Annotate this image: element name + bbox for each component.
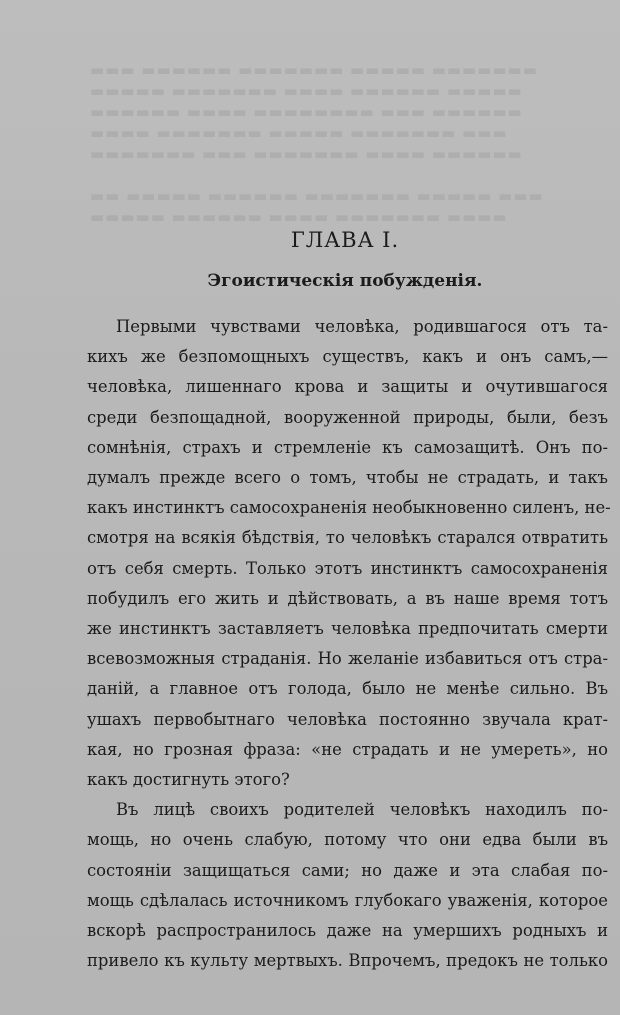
text-line: человѣка, лишеннаго крова и защиты и очутившагося (87, 377, 608, 397)
text-line: Первыми чувствами человѣка, родившагося отъ та- (116, 317, 608, 336)
section-heading: Эгоистическія побужденія. (207, 271, 483, 291)
text-line: мощь сдѣлалась источникомъ глубокаго уваженія, которое (87, 890, 608, 910)
body-text (87, 312, 611, 976)
text-line: кихъ же безпомощныхъ существъ, какъ и онъ самъ,— (87, 347, 608, 367)
text-line: отъ себя смерть. Только этотъ инстинктъ самосохраненія (87, 558, 608, 578)
text-line: какъ достигнуть этого? (87, 770, 290, 790)
text-line: Въ лицѣ своихъ родителей человѣкъ находилъ по- (116, 800, 608, 820)
text-line: привело къ культу мертвыхъ. Впрочемъ, предокъ не только (87, 951, 608, 971)
text-line: же инстинктъ заставляетъ человѣка предпочитать смерти (87, 619, 608, 639)
text-line: мощь, но очень слабую, потому что они едва были въ (87, 830, 608, 850)
text-line: кая, но грозная фраза: «не страдать и не умереть», но (87, 739, 608, 759)
text-line: какъ инстинктъ самосохраненія необыкновенно силенъ, не- (87, 498, 611, 518)
text-line: думалъ прежде всего о томъ, чтобы не страдать, и такъ (87, 468, 608, 488)
text-line: смотря на всякія бѣдствія, то человѣкъ старался отвратить (87, 528, 608, 548)
text-line: среди безпощадной, вооруженной природы, были, безъ (87, 407, 608, 427)
text-line: сомнѣнія, страхъ и стремленіе къ самозащитѣ. Онъ по- (87, 437, 608, 457)
text-line: вскорѣ распространилось даже на умершихъ родныхъ и (87, 921, 608, 941)
text-line: даній, а главное отъ голода, было не менѣе сильно. Въ (87, 679, 608, 699)
chapter-heading: ГЛАВА I. (290, 228, 400, 252)
text-line: всевозможныя страданія. Но желаніе избавиться отъ стра- (87, 649, 608, 669)
text-line: ушахъ первобытнаго человѣка постоянно звучала крат- (87, 709, 608, 729)
text-line: состояніи защищаться сами; но даже и эта слабая по- (87, 860, 608, 880)
text-line: побудилъ его жить и дѣйствовать, а въ наше время тотъ (87, 588, 608, 608)
bleed-through-texture: ▬▬▬ ▬▬▬▬▬▬ ▬▬▬▬▬▬▬ ▬▬▬▬▬ ▬▬▬▬▬▬▬ ▬▬▬▬▬ ▬▬▬▬▬▬▬ ▬▬▬▬ ▬▬▬▬▬▬ ▬▬▬▬▬ ▬▬▬▬▬▬ ▬▬▬▬ ▬▬▬▬▬▬▬▬ ▬▬▬ ▬▬▬▬▬▬ ▬▬▬▬ ▬▬▬▬▬▬▬ ▬▬▬▬▬ ▬▬▬▬▬▬▬ ▬▬▬ ▬▬▬▬▬▬▬ ▬▬▬ ▬▬▬▬▬▬▬ ▬▬▬▬ ▬▬▬▬▬▬ ▬▬ ▬▬▬▬▬ ▬▬▬▬▬▬ ▬▬▬▬▬▬▬ ▬▬▬▬▬ ▬▬▬ ▬▬▬▬▬ ▬▬▬▬▬▬ ▬▬▬▬ ▬▬▬▬▬▬▬ ▬▬▬▬ (90, 61, 544, 226)
